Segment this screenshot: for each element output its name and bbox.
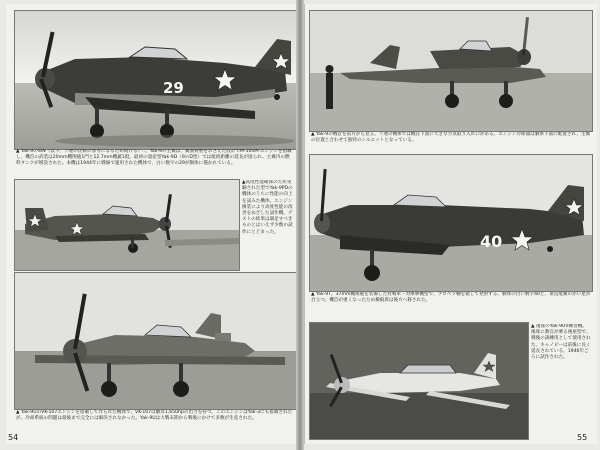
fuselage-number-40: 40 bbox=[480, 232, 503, 251]
photo-yak9t-40 bbox=[309, 154, 593, 292]
photo-yak-side bbox=[14, 179, 240, 271]
gutter bbox=[296, 0, 304, 450]
photo-yak9u bbox=[14, 272, 298, 410]
left-page bbox=[6, 4, 297, 444]
page-number-right: 55 bbox=[577, 433, 588, 442]
caption-photo-bottom-left: ▲ Yak-9UのVK-107エンジンを搭載して作られた機体で、VK-107は離昇1,650hpの出力を持つ。このエンジンはYak-3にも搭載されたが、冷却系統の問題は最後まで完全には解決されなかった。Yak-9Uは大戦末期から戦後にかけて多数が生産された。 bbox=[16, 410, 293, 422]
caption-photo-mid-right: ▲ Yak-9T。37mm機関砲を装備した対戦車・対爆撃機型で、プロペラ軸を通して発射する。胴体の白い数字40と、垂直尾翼の赤い星が目立つ。機首が重くなったため操縦席は後方へ移された。 bbox=[311, 292, 591, 304]
page-number-left: 54 bbox=[8, 433, 19, 442]
caption-photo-top-right: ▲ Yak-9の機首を前方から見る。ソ連の機体では機首下面に大きな空気取り入れ口がある。エンジン冷却器は胴体下面に配置され、主翼の位置と合わせて独特のシルエットとなっている。 bbox=[311, 132, 591, 144]
photo-yak9-29 bbox=[14, 10, 298, 150]
right-page bbox=[304, 4, 597, 444]
caption-photo1: ▲ Yak-9のS/N（以下、ソ連の比較の参考になるため掲げる）..。Yak-9の主翼は、翼面荷重をおさえた設計でM-105PFエンジンを搭載し、機首の武装は20mm機関砲1門と12.7mm機銃1挺。最初の量産型Yak-9D（9のD型）では航続距離の延長が図られ、主翼内の燃料タンクが増設された。本機は1944年に戦線で運用された機体で、白い数字の29が胴体に描かれている。 bbox=[16, 149, 292, 167]
side-caption-right: ▲ 復座のYak-9UV練習機。後席に教官が乗る複座型で、戦後の訓練用として使用された。キャノピーは前後に長く延長されている。1946年ごろに試作された。 bbox=[531, 324, 591, 361]
photo-yak9uv bbox=[309, 322, 529, 440]
photo-yak9-field bbox=[309, 10, 593, 132]
side-caption-left: ▲高度性能確保のため実験された型でYak-9PDの機体のうちに性能の向上を試みた機体。エンジン換装により高度性能の改善をめざした試作機。テストの結果は満足すべきものとはいえず少数の試作にとどまった。 bbox=[242, 180, 293, 235]
fuselage-number-29: 29 bbox=[163, 79, 184, 97]
